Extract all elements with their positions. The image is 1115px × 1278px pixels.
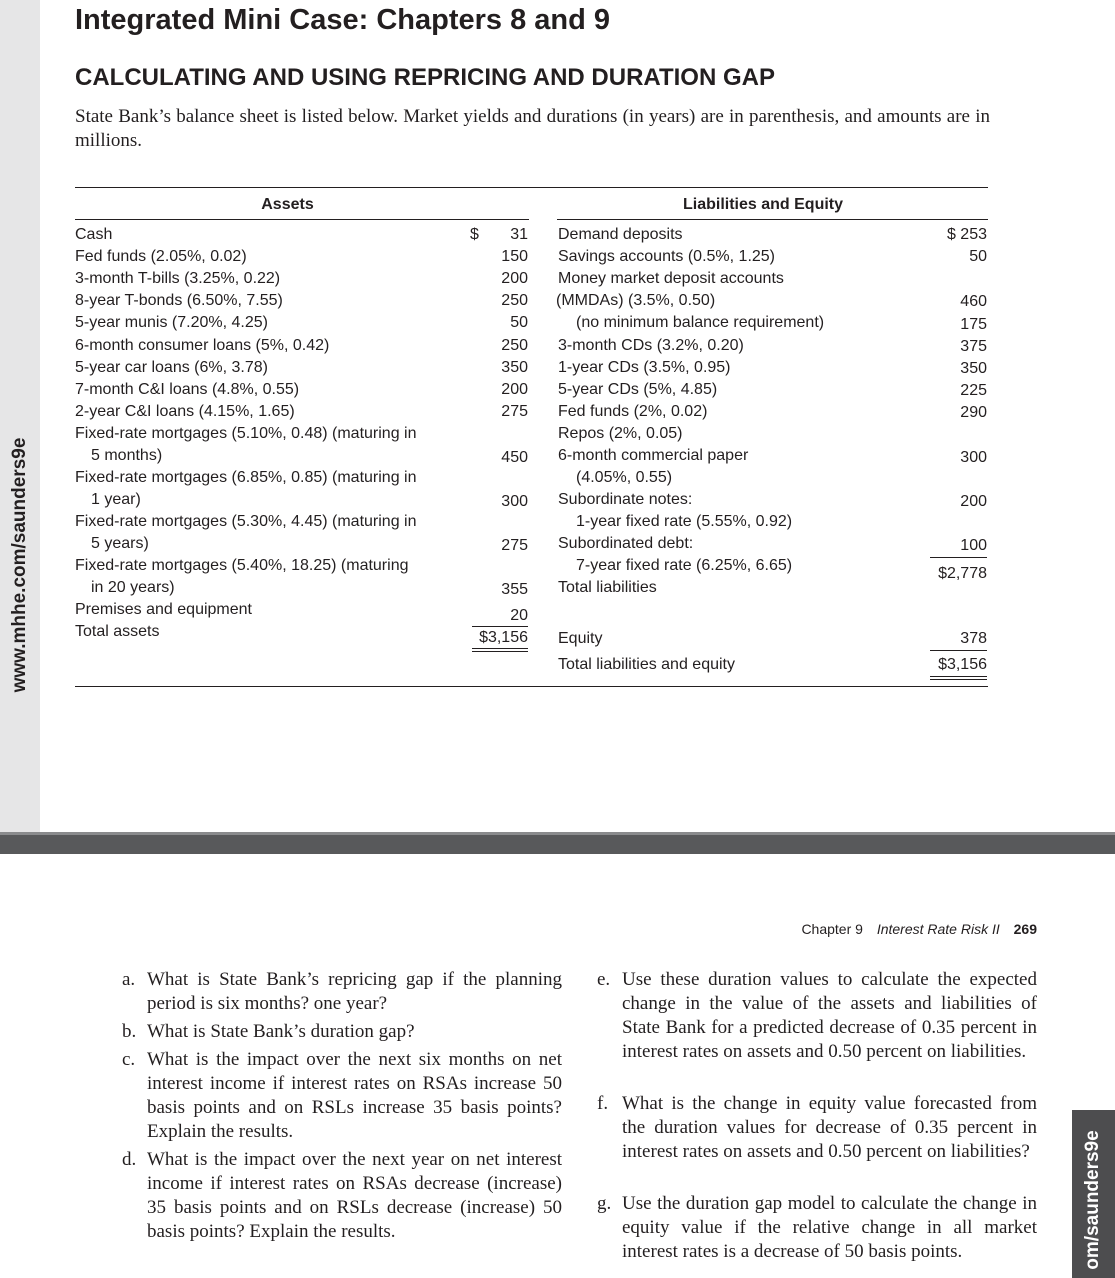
question-a — [122, 968, 562, 1016]
question-text: What is State Bank’s repricing gap if the planning period is six months? one year? — [147, 969, 562, 1014]
assets-total-double-rule-2 — [472, 651, 528, 652]
asset-value: 200 — [501, 270, 528, 287]
liability-value: 50 — [969, 248, 987, 265]
question-label: f. — [597, 1093, 609, 1114]
case-title: Integrated Mini Case: Chapters 8 and 9 — [75, 4, 611, 36]
table-top-rule — [75, 187, 988, 188]
asset-label-continued: in 20 years) — [91, 579, 175, 596]
asset-total-value: $3,156 — [479, 629, 528, 646]
intro-paragraph: State Bank’s balance sheet is listed below. Market yields and durations (in years) are in parenthesis, and amounts are in millions. — [75, 106, 990, 151]
asset-label: 8-year T-bonds (6.50%, 7.55) — [75, 292, 283, 309]
liability-value: 300 — [960, 449, 987, 466]
liability-label: 6-month commercial paper — [558, 447, 749, 464]
question-text: What is the change in equity value forecasted from the duration values for decrease of 0.35 percent in interest rates on assets and 0.50 percent on liabilities? — [622, 1093, 1037, 1162]
liability-label: Demand deposits — [558, 226, 683, 243]
page-divider-highlight — [0, 832, 1115, 835]
running-head — [801, 921, 1037, 937]
question-b — [122, 1020, 562, 1044]
question-text: What is State Bank’s duration gap? — [147, 1021, 415, 1042]
liability-value: 100 — [960, 537, 987, 554]
question-label: d. — [122, 1149, 137, 1170]
asset-label: Fixed-rate mortgages (6.85%, 0.85) (maturing in — [75, 469, 417, 486]
case-subtitle: CALCULATING AND USING REPRICING AND DURATION GAP — [75, 64, 775, 91]
question-text: Use the duration gap model to calculate the change in equity value if the relative change in all market interest rates is a decrease of 50 basis points. — [622, 1193, 1037, 1262]
asset-label: 7-month C&I loans (4.8%, 0.55) — [75, 381, 300, 398]
liability-value: 350 — [960, 360, 987, 377]
asset-label: Fed funds (2.05%, 0.02) — [75, 248, 247, 265]
liability-label-continued: 1-year fixed rate (5.55%, 0.92) — [576, 513, 793, 530]
liability-label: 1-year CDs (3.5%, 0.95) — [558, 359, 731, 376]
asset-label: 6-month consumer loans (5%, 0.42) — [75, 337, 330, 354]
running-head-title: Interest Rate Risk II — [876, 921, 1000, 937]
asset-value: 275 — [501, 537, 528, 554]
le-total-double-rule-1 — [930, 676, 987, 677]
liability-label: Subordinate notes: — [558, 491, 693, 508]
right-margin-url: om/saunders9e — [1082, 1130, 1103, 1270]
asset-total-label: Total assets — [75, 623, 160, 640]
asset-value: 20 — [510, 607, 528, 624]
left-margin-strip — [0, 0, 40, 832]
asset-label: Fixed-rate mortgages (5.40%, 18.25) (maturing — [75, 557, 409, 574]
question-label: g. — [597, 1193, 612, 1214]
question-label: e. — [597, 969, 611, 990]
liability-total-value: $2,778 — [938, 565, 987, 582]
asset-value: 355 — [501, 581, 528, 598]
asset-value: 300 — [501, 493, 528, 510]
asset-value: 350 — [501, 359, 528, 376]
liabilities-header: Liabilities and Equity — [682, 196, 844, 213]
asset-label-continued: 1 year) — [91, 491, 141, 508]
question-label: a. — [122, 969, 136, 990]
question-text: Use these duration values to calculate the expected change in the value of the assets and liabilities of State Bank for a predicted decrease of 0.35 percent in interest rates on assets and 0.50 percent on liabilities. — [622, 969, 1037, 1062]
question-label: b. — [122, 1021, 137, 1042]
asset-label: Cash — [75, 226, 113, 243]
liability-label: Repos (2%, 0.05) — [558, 425, 683, 442]
liability-value: 175 — [960, 316, 987, 333]
liability-value: $ 253 — [946, 226, 987, 243]
asset-label-continued: 5 months) — [91, 447, 163, 464]
equity-rule — [930, 650, 987, 651]
asset-label-continued: 5 years) — [91, 535, 149, 552]
total-liabilities-equity-value: $3,156 — [938, 656, 987, 673]
question-text: What is the impact over the next year on net interest income if interest rates on RSAs decrease (increase) 35 basis points and on RSLs decrease (increase) 50 basis points? Explain the results. — [147, 1149, 562, 1242]
asset-value: 250 — [501, 292, 528, 309]
asset-label: Premises and equipment — [75, 601, 252, 618]
asset-value: 50 — [510, 314, 528, 331]
liability-total-label: Total liabilities — [558, 579, 657, 596]
liability-label: Subordinated debt: — [558, 535, 694, 552]
running-head-chapter: Chapter 9 — [801, 921, 863, 937]
asset-dollar-sign: $ — [470, 226, 479, 243]
asset-value: 31 — [510, 226, 528, 243]
equity-label: Equity — [558, 630, 603, 647]
question-text: What is the impact over the next six months on net interest income if interest rates on RSAs increase 50 basis points and on RSLs increase 35 basis points? Explain the results. — [147, 1049, 562, 1142]
liabilities-header-rule — [557, 219, 988, 220]
liability-label: (no minimum balance requirement) — [576, 314, 825, 331]
liability-label: Fed funds (2%, 0.02) — [558, 403, 708, 420]
asset-label: Fixed-rate mortgages (5.10%, 0.48) (maturing in — [75, 425, 417, 442]
question-label: c. — [122, 1049, 136, 1070]
liability-value: 290 — [960, 404, 987, 421]
liability-value: 460 — [960, 293, 987, 310]
asset-value: 250 — [501, 337, 528, 354]
total-liabilities-equity-label: Total liabilities and equity — [558, 656, 735, 673]
asset-value: 275 — [501, 403, 528, 420]
question-d — [122, 1148, 562, 1244]
asset-label: 5-year munis (7.20%, 4.25) — [75, 314, 268, 331]
liability-label: Savings accounts (0.5%, 1.25) — [558, 248, 776, 265]
liability-label: Money market deposit accounts — [558, 270, 784, 287]
asset-label: 3-month T-bills (3.25%, 0.22) — [75, 270, 281, 287]
asset-label: Fixed-rate mortgages (5.30%, 4.45) (maturing in — [75, 513, 417, 530]
le-total-double-rule-2 — [930, 679, 987, 680]
asset-value: 150 — [501, 248, 528, 265]
left-margin-url: www.mhhe.com/saunders9e — [9, 437, 30, 693]
liabilities-subtotal-rule — [930, 557, 987, 558]
liability-value: 225 — [960, 382, 987, 399]
equity-value: 378 — [960, 630, 987, 647]
table-bottom-rule — [75, 686, 988, 687]
liability-value: 375 — [960, 338, 987, 355]
assets-header: Assets — [261, 196, 314, 213]
asset-label: 2-year C&I loans (4.15%, 1.65) — [75, 403, 295, 420]
question-c — [122, 1048, 562, 1144]
question-f — [597, 1092, 1037, 1164]
assets-header-rule — [75, 219, 529, 220]
assets-total-double-rule-1 — [472, 648, 528, 649]
question-g — [597, 1192, 1037, 1264]
asset-label: 5-year car loans (6%, 3.78) — [75, 359, 268, 376]
liability-value: 200 — [960, 493, 987, 510]
liability-label-continued: (4.05%, 0.55) — [576, 469, 673, 486]
page-divider-band — [0, 832, 1115, 854]
liability-label-continued: (MMDAs) (3.5%, 0.50) — [556, 292, 716, 309]
liability-label: 5-year CDs (5%, 4.85) — [558, 381, 718, 398]
asset-value: 450 — [501, 449, 528, 466]
asset-value: 200 — [501, 381, 528, 398]
liability-label-continued: 7-year fixed rate (6.25%, 6.65) — [576, 557, 793, 574]
liability-label: 3-month CDs (3.2%, 0.20) — [558, 337, 744, 354]
question-e — [597, 968, 1037, 1064]
page-number: 269 — [1013, 921, 1037, 937]
